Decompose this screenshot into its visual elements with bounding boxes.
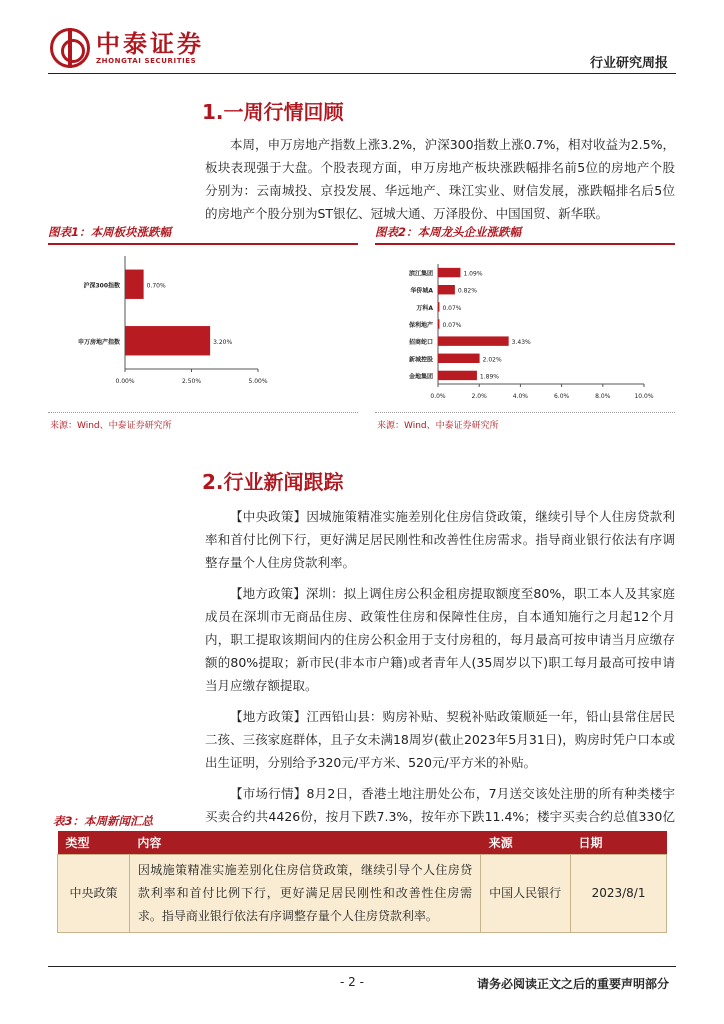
header-divider: [48, 73, 676, 74]
column-header-content: 内容: [129, 831, 480, 855]
x-tick-label: 2.0%: [471, 393, 487, 400]
column-header-type: 类型: [58, 831, 130, 855]
company-logo: [50, 28, 204, 68]
figure-1-divider: [48, 412, 358, 413]
bar: [125, 326, 210, 355]
column-header-source: 来源: [481, 831, 571, 855]
news-summary-table: [57, 831, 667, 933]
x-tick-label: 0.0%: [430, 393, 446, 400]
bar-value-label: 0.07%: [442, 322, 462, 329]
bar: [438, 371, 477, 380]
footer-divider: [48, 966, 676, 967]
logo-icon: [50, 28, 90, 68]
x-tick-label: 0.00%: [115, 378, 135, 385]
figure-2-title: 图表2：本周龙头企业涨跌幅: [375, 224, 675, 245]
table-header-row: [58, 831, 667, 855]
bar-value-label: 0.70%: [146, 282, 166, 290]
cell-content: 因城施策精准实施差别化住房信贷政策，继续引导个人住房贷款利率和首付比例下行，更好满足居民刚性和改善性住房需求。指导商业银行依法有序调整存量个人住房贷款利率。: [129, 855, 480, 933]
brand-name-cn: 中泰证券: [96, 30, 204, 58]
news-paragraph-central-policy: 【中央政策】因城施策精准实施差别化住房信贷政策，继续引导个人住房贷款利率和首付比例下行，更好满足居民刚性和改善性住房需求。指导商业银行依法有序调整存量个人住房贷款利率。: [205, 509, 675, 570]
bar: [125, 270, 144, 299]
news-paragraph-market: 【市场行情】8月2日，香港土地注册处公布，7月送交该处注册的所有种类楼宇买卖合约共4426份，按月下跌7.3%，按年亦下跌11.4%；楼宇买卖合约总值330亿: [205, 786, 675, 824]
bar: [438, 319, 439, 328]
cell-source: 中国人民银行: [481, 855, 571, 933]
x-tick-label: 6.0%: [553, 393, 570, 400]
bar: [438, 285, 455, 294]
figure-1-title: 图表1：本周板块涨跌幅: [48, 224, 358, 245]
table-3-caption: 表3：本周新闻汇总: [53, 814, 154, 828]
bar-value-label: 3.43%: [511, 339, 531, 347]
industry-news-text: [205, 505, 675, 859]
category-label: 保利地产: [408, 322, 433, 329]
figure-1-source: 来源：Wind、中泰证券研究所: [50, 421, 172, 431]
category-label: 金地集团: [408, 373, 433, 381]
x-tick-label: 8.0%: [595, 393, 611, 400]
x-tick-label: 10.0%: [634, 393, 654, 400]
brand-name-en: ZHONGTAI SECURITIES: [96, 57, 197, 65]
bar: [438, 336, 509, 345]
section-title-industry-news: 2.行业新闻跟踪: [202, 470, 344, 494]
category-label: 沪深300指数: [83, 282, 120, 290]
bar-value-label: 2.02%: [482, 356, 502, 364]
report-type: 行业研究周报: [589, 56, 668, 71]
market-review-text: [205, 133, 675, 233]
bar-value-label: 0.82%: [457, 287, 477, 295]
table-row: [58, 855, 667, 933]
figure-2-chart: [375, 246, 675, 402]
figure-1-chart: [48, 246, 358, 392]
x-tick-label: 4.0%: [512, 393, 529, 400]
bar: [438, 268, 460, 277]
category-label: 万科A: [416, 304, 433, 312]
cell-type: 中央政策: [58, 855, 130, 933]
bar-value-label: 1.89%: [479, 373, 499, 381]
x-tick-label: 2.50%: [181, 378, 202, 385]
bar-value-label: 0.07%: [442, 304, 462, 312]
x-tick-label: 5.00%: [248, 378, 268, 385]
category-label: 滨江集团: [408, 270, 433, 278]
bar: [438, 354, 480, 363]
bar-value-label: 3.20%: [213, 338, 233, 346]
news-paragraph-shenzhen-policy: 【地方政策】深圳：拟上调住房公积金租房提取额度至80%，职工本人及其家庭成员在深圳市无商品住房、政策性住房和保障性住房，自本通知施行之月起12个月内，职工提取该期间内的住房公积金用于支付房租的，每月最高可按申请当月应缴存额的80%提取；新市民(非本市户籍)或者青年人(35周岁以下)职工每月最高可按申请当月应缴存额提取。: [205, 586, 675, 693]
section-title-market-review: 1.一周行情回顾: [202, 100, 344, 124]
column-header-date: 日期: [571, 831, 667, 855]
figure-2-source: 来源：Wind、中泰证券研究所: [377, 421, 499, 431]
cell-date: 2023/8/1: [571, 855, 667, 933]
category-label: 新城控股: [408, 356, 433, 364]
category-label: 申万房地产指数: [77, 338, 120, 346]
news-paragraph-yanshan-policy: 【地方政策】江西铅山县：购房补贴、契税补贴政策顺延一年，铅山县常住居民二孩、三孩家庭群体，且子女未满18周岁(截止2023年5月31日)，购房时凭户口本或出生证明，分别给予320元/平方米、520元/平方米的补贴。: [205, 709, 675, 770]
market-review-paragraph: 本周，申万房地产指数上涨3.2%，沪深300指数上涨0.7%，相对收益为2.5%，板块表现强于大盘。个股表现方面，申万房地产板块涨跌幅排名前5位的房地产个股分别为：云南城投、京投发展、华远地产、珠江实业、财信发展，涨跌幅排名后5位的房地产个股分别为ST银亿、冠城大通、万泽股份、中国国贸、新华联。: [205, 137, 675, 221]
footer-disclaimer: 请务必阅读正文之后的重要声明部分: [476, 977, 669, 991]
bar: [438, 302, 439, 311]
bar-value-label: 1.09%: [463, 270, 483, 278]
category-label: 招商蛇口: [408, 339, 433, 347]
category-label: 华侨城A: [410, 287, 433, 295]
page-number: - 2 -: [340, 975, 364, 989]
figure-2-divider: [375, 412, 675, 413]
